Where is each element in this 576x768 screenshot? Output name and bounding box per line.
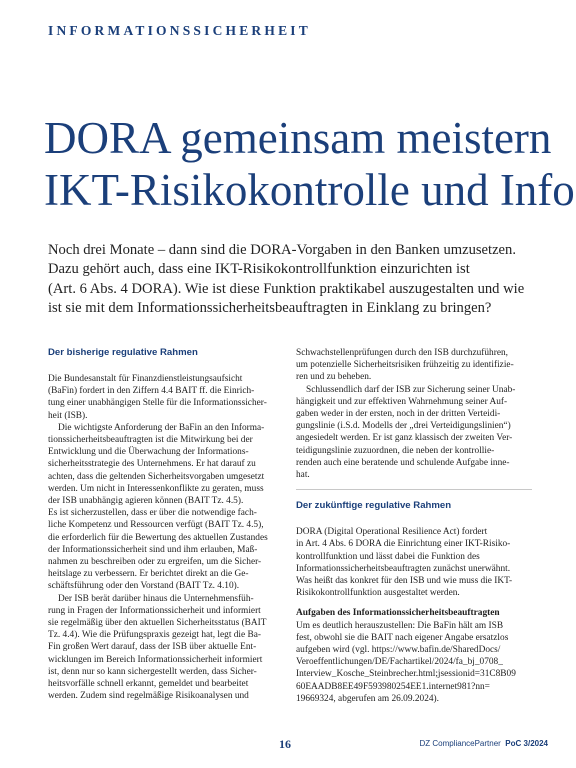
right-column: [296, 347, 532, 705]
text-line: (BaFin) fordert in den Ziffern 4.4 BAIT ff. die Einrich-: [48, 386, 255, 397]
text-line: Tz. 4.4). Wie die Prüfungspraxis gezeigt hat, legt die Ba-: [48, 630, 261, 641]
text-line: gaben weder in der ersten, noch in der dritten Verteidi-: [296, 409, 501, 420]
text-line: kontrollfunktion und lässt dabei die Funktion des: [296, 551, 480, 562]
lead-line: Noch drei Monate – dann sind die DORA-Vorgaben in den Banken umzusetzen.: [48, 242, 516, 258]
right-paragraph-3: [296, 526, 532, 599]
subheading-isb-tasks: Aufgaben des Informationssicherheitsbeauftragten: [296, 608, 500, 619]
issue-label: PoC 3/2024: [505, 739, 548, 748]
text-line: sie regelmäßig über den aktuellen Sicherheitsstatus (BAIT: [48, 618, 267, 629]
text-line: gungslinie (i.S.d. Modells der „drei Verteidigungslinien“): [296, 421, 511, 432]
text-line: der Informationssicherheit sind und ihm erlauben, Maß-: [48, 544, 258, 555]
text-line: Informationssicherheitsbeauftragten zunächst unerwähnt.: [296, 563, 511, 574]
spacer: [296, 599, 532, 607]
text-line: liche Kompetenz und Ressourcen verfügt (BAIT Tz. 4.5),: [48, 520, 264, 531]
title-line-1: DORA gemeinsam meistern: [44, 113, 552, 163]
text-line: Um es deutlich herauszustellen: Die BaFin hält am ISB: [296, 620, 504, 631]
left-column: [48, 347, 284, 702]
text-line: Veroeffentlichungen/DE/Fachartikel/2024/fa_bj_0708_: [296, 657, 503, 668]
left-paragraph-2: [48, 422, 284, 593]
text-line: 60EAADB8EE49F593980254EE1.internet981?nn=: [296, 681, 490, 692]
text-line: aufgeben wird (vgl. https://www.bafin.de/SharedDocs/: [296, 645, 501, 656]
text-line: sicherheitsstrategie des Unternehmens. Er hat darauf zu: [48, 459, 256, 470]
section-kicker: INFORMATIONSSICHERHEIT: [48, 23, 311, 38]
right-paragraph-2: [296, 384, 532, 482]
article-title: [44, 112, 576, 216]
text-line: heit (ISB).: [48, 410, 88, 421]
text-line: Interview_Kosche_Steinbrecher.html;jsessionid=31C8B09: [296, 669, 516, 680]
right-paragraph-1: [296, 347, 532, 384]
text-line: fest, obwohl sie die BAIT nach eigener Angabe ersatzlos: [296, 632, 509, 643]
text-line: werden. Um nicht in Interessenkonflikte zu geraten, muss: [48, 483, 264, 494]
left-paragraph-3: [48, 593, 284, 703]
text-line: nahmen zu beschreiben oder zu ergreifen, um die Sicher-: [48, 557, 262, 568]
text-line: hängigkeit und zur effektiven Wahrnehmung seiner Auf-: [296, 396, 508, 407]
text-line: Schwachstellenprüfungen durch den ISB durchzuführen,: [296, 348, 508, 358]
text-line: renden auch eine beratende und schulende Aufgabe inne-: [296, 457, 510, 468]
text-line: werden. Zudem sind regelmäßige Risikoanalysen und: [48, 691, 249, 702]
left-paragraph-1: [48, 373, 284, 422]
text-line: Die Bundesanstalt für Finanzdienstleistungsaufsicht: [48, 374, 243, 384]
text-line: Der ISB berät darüber hinaus die Unternehmensfüh-: [58, 593, 254, 604]
text-line: ist, denn nur so kann sichergestellt werden, dass Sicher-: [48, 666, 257, 677]
text-line: 19669324, abgerufen am 26.09.2024).: [296, 693, 439, 704]
text-line: Die wichtigste Anforderung der BaFin an den Informa-: [58, 422, 265, 433]
text-line: in Art. 4 Abs. 6 DORA die Einrichtung einer IKT-Risiko-: [296, 539, 511, 550]
text-line: schäftsführung oder den Vorstand (BAIT Tz. 4.10).: [48, 581, 240, 592]
lead-paragraph: [48, 241, 538, 319]
text-line: Risikokontrollfunktion ausgestaltet werden.: [296, 588, 460, 599]
text-line: Was heißt das konkret für den ISB und wie muss die IKT-: [296, 576, 513, 587]
text-line: angesiedelt werden. Er ist ganz klassisch der zweiten Ver-: [296, 433, 513, 444]
text-line: rung in Fragen der Informationssicherheit und informiert: [48, 605, 261, 616]
text-line: Schlussendlich darf der ISB zur Sicherung seiner Unab-: [306, 384, 516, 395]
page-footer: [0, 735, 576, 755]
page-number: 16: [279, 737, 291, 751]
text-line: ren und zu beheben.: [296, 372, 372, 383]
text-line: achten, dass die geltenden Sicherheitsvorgaben umgesetzt: [48, 471, 265, 482]
text-line: DORA (Digital Operational Resilience Act) fordert: [296, 527, 488, 538]
text-line: heitslage zu verbessern. Er berichtet direkt an die Ge-: [48, 569, 249, 580]
text-line: die erforderlich für die Bewertung des aktuellen Zustandes: [48, 532, 268, 543]
publication-info: [419, 739, 548, 748]
text-line: Entwicklung und die Überwachung der Informations-: [48, 447, 249, 458]
text-line: Es ist sicherzustellen, dass er über die notwendige fach-: [48, 508, 257, 519]
lead-line: ist sie mit dem Informationssicherheitsbeauftragten in Einklang zu bringen?: [48, 300, 492, 317]
section-divider: [296, 489, 532, 490]
text-line: teidigungslinie zuzuordnen, die neben der kontrollie-: [296, 445, 495, 456]
text-line: Fin großen Wert darauf, dass der ISB über aktuelle Ent-: [48, 642, 257, 653]
text-line: tionssicherheitsbeauftragten ist die Mitwirkung bei der: [48, 435, 253, 446]
section-heading-future-framework: Der zukünftige regulative Rahmen: [296, 500, 452, 512]
lead-line: Dazu gehört auch, dass eine IKT-Risikokontrollfunktion einzurichten ist: [48, 261, 470, 278]
text-line: heitsvorfälle schnell erkannt, gemeldet und bearbeitet: [48, 679, 249, 690]
text-line: wicklungen im Bereich Informationssicherheit informiert: [48, 654, 263, 665]
text-line: um potenzielle Sicherheitsrisiken frühzeitig zu identifizie-: [296, 360, 514, 371]
right-paragraph-4: [296, 620, 532, 705]
text-line: der ISB unabhängig agieren können (BAIT Tz. 4.5).: [48, 496, 244, 507]
section-heading-previous-framework: Der bisherige regulative Rahmen: [48, 347, 198, 358]
publication-name: DZ CompliancePartner: [419, 739, 501, 748]
text-line: tung einer unabhängigen Stelle für die Informationssicher-: [48, 398, 267, 409]
lead-line: (Art. 6 Abs. 4 DORA). Wie ist diese Funktion praktikabel auszugestalten und wie: [48, 280, 525, 297]
text-line: hat.: [296, 470, 310, 481]
title-line-2: IKT-Risikokontrolle und Info: [44, 165, 575, 215]
